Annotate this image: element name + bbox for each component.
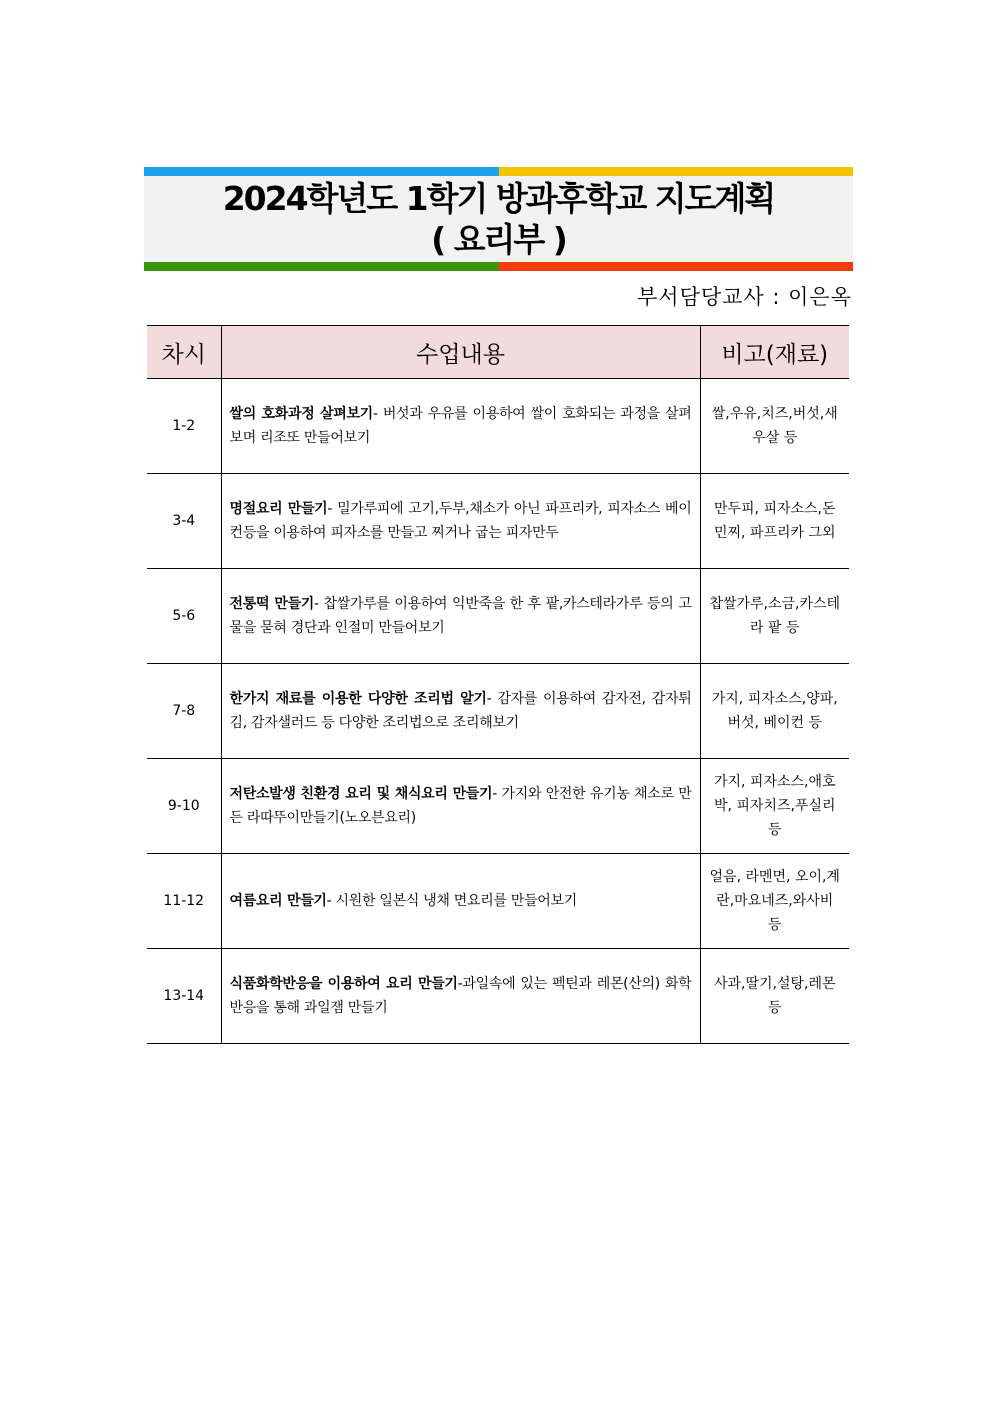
table-row [147,759,849,854]
banner-stripe-green [144,262,499,271]
column-header-session: 차시 [147,326,221,379]
session-cell: 13-14 [147,949,221,1044]
title-banner [144,167,853,271]
content-cell [221,474,700,569]
banner-stripe-red [499,262,853,271]
content-cell [221,949,700,1044]
materials-cell: 얼음, 라멘면, 오이,계란,마요네즈,와사비 등 [700,854,849,949]
page-subtitle: ( 요리부 ) [431,220,566,259]
content-cell [221,569,700,664]
session-cell: 3-4 [147,474,221,569]
content-cell [221,379,700,474]
table-header-row [147,326,849,379]
lesson-topic: 명절요리 만들기 [229,501,328,517]
session-cell: 7-8 [147,664,221,759]
table-row [147,569,849,664]
session-cell: 11-12 [147,854,221,949]
lesson-plan-table [147,325,849,1044]
page-title: 2024학년도 1학기 방과후학교 지도계획 [222,179,775,218]
lesson-detail: - 버섯과 우유를 이용하여 쌀이 호화되는 과정을 살펴보며 리조또 만들어보기 [229,406,692,446]
table-row [147,379,849,474]
lesson-detail: -과일속에 있는 펙틴과 레몬(산의) 화학반응을 통해 과일잼 만들기 [229,976,692,1016]
lesson-detail: - 시원한 일본식 냉채 면요리를 만들어보기 [326,893,577,909]
teacher-in-charge: 부서담당교사 : 이은옥 [637,285,852,309]
table-row [147,474,849,569]
lesson-topic: 한가지 재료를 이용한 다양한 조리법 알기 [229,691,487,707]
session-cell: 5-6 [147,569,221,664]
column-header-materials: 비고(재료) [700,326,849,379]
lesson-detail: - 가지와 안전한 유기농 채소로 만든 라따뚜이만들기(노오븐요리) [229,786,692,826]
content-cell [221,759,700,854]
lesson-topic: 쌀의 호화과정 살펴보기 [229,406,373,422]
banner-stripe-blue [144,167,499,176]
lesson-topic: 전통떡 만들기 [229,596,315,612]
materials-cell: 찹쌀가루,소금,카스테라 팥 등 [700,569,849,664]
lesson-topic: 여름요리 만들기 [229,893,327,909]
materials-cell: 만두피, 피자소스,돈민찌, 파프리카 그외 [700,474,849,569]
lesson-topic: 식품화학반응을 이용하여 요리 만들기 [229,976,458,992]
content-cell [221,854,700,949]
materials-cell: 가지, 피자소스,애호박, 피자치즈,푸실리 등 [700,759,849,854]
content-cell [221,664,700,759]
lesson-detail: - 찹쌀가루를 이용하여 익반죽을 한 후 팥,카스테라가루 등의 고물을 묻혀 경단과 인절미 만들어보기 [229,596,692,636]
banner-stripe-yellow [499,167,853,176]
materials-cell: 사과,딸기,설탕,레몬 등 [700,949,849,1044]
lesson-topic: 저탄소발생 친환경 요리 및 채식요리 만들기 [229,786,493,802]
table-row [147,949,849,1044]
lesson-detail: - 감자를 이용하여 감자전, 감자튀김, 감자샐러드 등 다양한 조리법으로 조리해보기 [229,691,692,731]
column-header-content: 수업내용 [221,326,700,379]
session-cell: 1-2 [147,379,221,474]
lesson-detail: - 밀가루피에 고기,두부,채소가 아닌 파프리카, 피자소스 베이컨등을 이용하여 피자소를 만들고 찌거나 굽는 피자만두 [229,501,692,541]
session-cell: 9-10 [147,759,221,854]
materials-cell: 가지, 피자소스,양파, 버섯, 베이컨 등 [700,664,849,759]
table-row [147,664,849,759]
table-row [147,854,849,949]
materials-cell: 쌀,우유,치즈,버섯,새우살 등 [700,379,849,474]
